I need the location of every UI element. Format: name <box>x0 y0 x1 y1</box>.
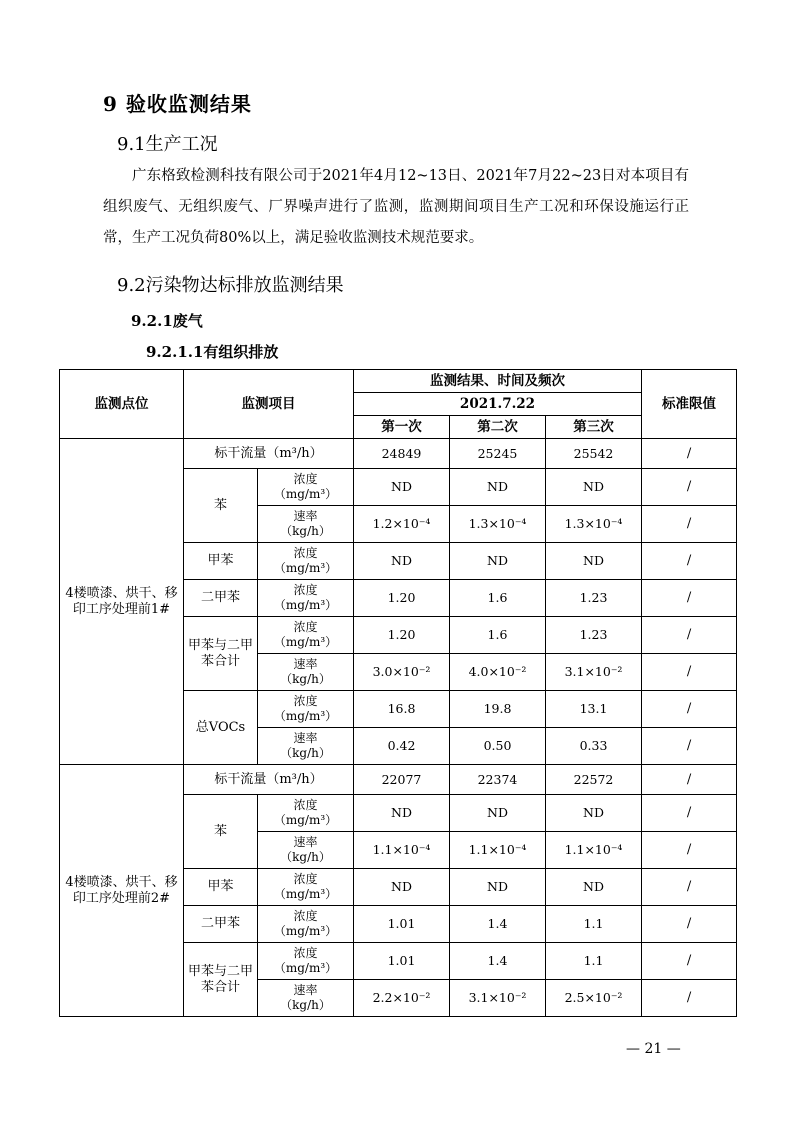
value-cell: 1.3×10⁻⁴ <box>450 506 546 543</box>
page-number: — 21 — <box>626 1041 681 1057</box>
value-cell: 1.1 <box>546 906 642 943</box>
param-rate <box>258 506 354 543</box>
param-concentration <box>258 691 354 728</box>
item-flow: 标干流量（m³/h） <box>184 765 354 795</box>
value-cell: 0.42 <box>354 728 450 765</box>
value-cell: 1.6 <box>450 617 546 654</box>
param-unit: （kg/h） <box>280 850 331 864</box>
header-date: 2021.7.22 <box>354 393 642 416</box>
header-monitoring-item: 监测项目 <box>184 370 354 439</box>
value-cell: 1.4 <box>450 906 546 943</box>
value-cell: 0.50 <box>450 728 546 765</box>
value-cell: 1.3×10⁻⁴ <box>546 506 642 543</box>
param-unit: （kg/h） <box>280 672 331 686</box>
item-benzene: 苯 <box>184 795 258 869</box>
value-cell: ND <box>546 543 642 580</box>
param-label: 浓度 <box>293 694 318 708</box>
header-first: 第一次 <box>354 416 450 439</box>
param-unit: （kg/h） <box>280 998 331 1012</box>
limit-cell: / <box>642 506 737 543</box>
value-cell: ND <box>354 543 450 580</box>
param-unit: （mg/m³） <box>273 598 338 612</box>
limit-cell: / <box>642 654 737 691</box>
section-heading-9-1: 9.1生产工况 <box>117 134 218 155</box>
param-unit: （mg/m³） <box>273 709 338 723</box>
value-cell: 3.1×10⁻² <box>450 980 546 1017</box>
limit-cell: / <box>642 943 737 980</box>
value-cell: 2.2×10⁻² <box>354 980 450 1017</box>
value-cell: 1.01 <box>354 943 450 980</box>
value-cell: 1.1×10⁻⁴ <box>546 832 642 869</box>
limit-cell: / <box>642 765 737 795</box>
section-heading-9: 9 验收监测结果 <box>103 92 252 116</box>
limit-cell: / <box>642 728 737 765</box>
param-label: 浓度 <box>293 546 318 560</box>
value-cell: ND <box>450 469 546 506</box>
param-concentration <box>258 795 354 832</box>
value-cell: ND <box>354 469 450 506</box>
param-label: 浓度 <box>293 583 318 597</box>
param-concentration <box>258 869 354 906</box>
param-label: 速率 <box>293 509 318 523</box>
value-cell: 1.20 <box>354 617 450 654</box>
item-toluene: 甲苯 <box>184 869 258 906</box>
item-xylene: 二甲苯 <box>184 906 258 943</box>
param-unit: （kg/h） <box>280 524 331 538</box>
param-unit: （mg/m³） <box>273 561 338 575</box>
param-concentration <box>258 543 354 580</box>
value-cell: ND <box>450 869 546 906</box>
limit-cell: / <box>642 580 737 617</box>
table-row <box>60 439 737 469</box>
header-standard-limit: 标准限值 <box>642 370 737 439</box>
monitoring-point-2: 4楼喷漆、烘干、移印工序处理前2# <box>60 765 184 1017</box>
value-cell: ND <box>450 543 546 580</box>
value-cell: ND <box>546 869 642 906</box>
monitoring-point-1: 4楼喷漆、烘干、移印工序处理前1# <box>60 439 184 765</box>
value-cell: 2.5×10⁻² <box>546 980 642 1017</box>
limit-cell: / <box>642 906 737 943</box>
production-conditions-paragraph: 广东格致检测科技有限公司于2021年4月12~13日、2021年7月22~23日对本项目有组织废气、无组织废气、厂界噪声进行了监测，监测期间项目生产工况和环保设施运行正常，生产工况负荷80%以上，满足验收监测技术规范要求。 <box>103 168 689 246</box>
value-cell: 1.01 <box>354 906 450 943</box>
monitoring-results-table <box>59 369 737 1017</box>
value-cell: ND <box>450 795 546 832</box>
limit-cell: / <box>642 869 737 906</box>
value-cell: 25542 <box>546 439 642 469</box>
header-results: 监测结果、时间及频次 <box>354 370 642 393</box>
section-heading-9-2-1-1: 9.2.1.1有组织排放 <box>146 343 279 361</box>
header-monitoring-point: 监测点位 <box>60 370 184 439</box>
limit-cell: / <box>642 832 737 869</box>
value-cell: 16.8 <box>354 691 450 728</box>
value-cell: ND <box>546 795 642 832</box>
param-rate <box>258 832 354 869</box>
value-cell: 1.4 <box>450 943 546 980</box>
param-unit: （kg/h） <box>280 746 331 760</box>
header-second: 第二次 <box>450 416 546 439</box>
value-cell: 1.1×10⁻⁴ <box>354 832 450 869</box>
value-cell: 25245 <box>450 439 546 469</box>
param-unit: （mg/m³） <box>273 961 338 975</box>
limit-cell: / <box>642 795 737 832</box>
value-cell: 4.0×10⁻² <box>450 654 546 691</box>
param-label: 浓度 <box>293 946 318 960</box>
param-label: 速率 <box>293 731 318 745</box>
value-cell: 24849 <box>354 439 450 469</box>
param-unit: （mg/m³） <box>273 887 338 901</box>
param-rate <box>258 980 354 1017</box>
value-cell: ND <box>354 869 450 906</box>
item-toluene-xylene-sum: 甲苯与二甲苯合计 <box>184 617 258 691</box>
value-cell: 1.23 <box>546 617 642 654</box>
value-cell: 19.8 <box>450 691 546 728</box>
param-concentration <box>258 580 354 617</box>
section-heading-9-2-1: 9.2.1废气 <box>131 312 203 330</box>
item-xylene: 二甲苯 <box>184 580 258 617</box>
param-concentration <box>258 943 354 980</box>
param-label: 浓度 <box>293 472 318 486</box>
param-label: 速率 <box>293 657 318 671</box>
param-label: 速率 <box>293 835 318 849</box>
limit-cell: / <box>642 543 737 580</box>
value-cell: 22374 <box>450 765 546 795</box>
value-cell: 1.6 <box>450 580 546 617</box>
header-third: 第三次 <box>546 416 642 439</box>
value-cell: 13.1 <box>546 691 642 728</box>
param-concentration <box>258 906 354 943</box>
value-cell: 3.1×10⁻² <box>546 654 642 691</box>
param-concentration <box>258 617 354 654</box>
param-unit: （mg/m³） <box>273 924 338 938</box>
value-cell: 3.0×10⁻² <box>354 654 450 691</box>
param-label: 浓度 <box>293 909 318 923</box>
item-flow: 标干流量（m³/h） <box>184 439 354 469</box>
limit-cell: / <box>642 469 737 506</box>
limit-cell: / <box>642 980 737 1017</box>
param-label: 浓度 <box>293 872 318 886</box>
value-cell: 0.33 <box>546 728 642 765</box>
param-label: 浓度 <box>293 798 318 812</box>
value-cell: 1.1 <box>546 943 642 980</box>
section-heading-9-2: 9.2污染物达标排放监测结果 <box>117 275 344 296</box>
param-label: 速率 <box>293 983 318 997</box>
limit-cell: / <box>642 691 737 728</box>
value-cell: 1.2×10⁻⁴ <box>354 506 450 543</box>
param-concentration <box>258 469 354 506</box>
param-unit: （mg/m³） <box>273 813 338 827</box>
param-rate <box>258 654 354 691</box>
limit-cell: / <box>642 617 737 654</box>
item-toluene-xylene-sum: 甲苯与二甲苯合计 <box>184 943 258 1017</box>
value-cell: 22572 <box>546 765 642 795</box>
value-cell: 22077 <box>354 765 450 795</box>
item-toluene: 甲苯 <box>184 543 258 580</box>
param-rate <box>258 728 354 765</box>
limit-cell: / <box>642 439 737 469</box>
item-total-vocs: 总VOCs <box>184 691 258 765</box>
value-cell: 1.23 <box>546 580 642 617</box>
param-unit: （mg/m³） <box>273 635 338 649</box>
value-cell: 1.1×10⁻⁴ <box>450 832 546 869</box>
param-label: 浓度 <box>293 620 318 634</box>
item-benzene: 苯 <box>184 469 258 543</box>
table-row <box>60 765 737 795</box>
value-cell: ND <box>354 795 450 832</box>
value-cell: 1.20 <box>354 580 450 617</box>
value-cell: ND <box>546 469 642 506</box>
param-unit: （mg/m³） <box>273 487 338 501</box>
